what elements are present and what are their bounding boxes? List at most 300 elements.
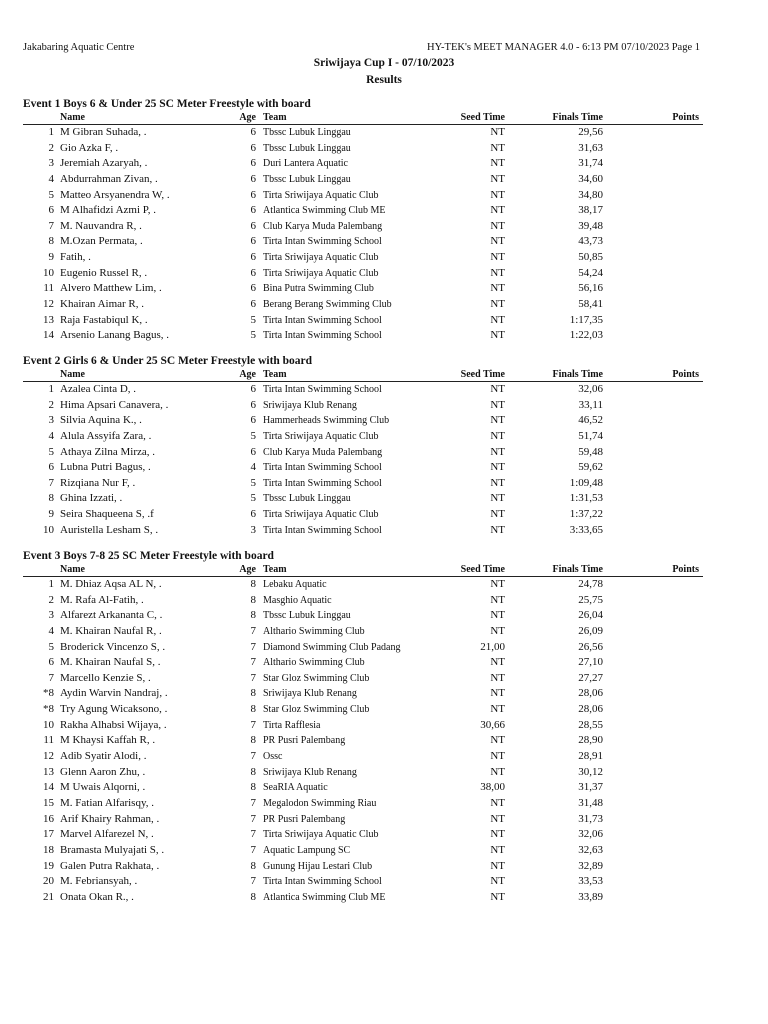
- place-cell: 4: [48, 624, 54, 637]
- seed-time-cell: 38,00: [480, 781, 505, 794]
- finals-time-cell: 31,74: [578, 157, 603, 170]
- finals-time-cell: 28,55: [578, 718, 603, 731]
- column-finals-header: Finals Time: [552, 112, 603, 123]
- team-cell: Tirta Sriwijaya Aquatic Club: [263, 189, 379, 201]
- team-cell: Star Gloz Swimming Club: [263, 672, 370, 684]
- column-header-row: [23, 369, 703, 382]
- swimmer-name-cell: M.Ozan Permata, .: [60, 235, 143, 248]
- seed-time-cell: NT: [490, 188, 505, 201]
- seed-time-cell: NT: [490, 219, 505, 232]
- swimmer-name-cell: Onata Okan R., .: [60, 890, 134, 903]
- result-row: [23, 313, 703, 329]
- seed-time-cell: NT: [490, 429, 505, 442]
- place-cell: *8: [43, 703, 54, 716]
- result-row: [23, 780, 703, 796]
- team-cell: Althario Swimming Club: [263, 625, 365, 637]
- seed-time-cell: NT: [490, 812, 505, 825]
- age-cell: 7: [250, 875, 256, 888]
- team-cell: Tbssc Lubuk Linggau: [263, 610, 351, 622]
- swimmer-name-cell: Eugenio Russel R, .: [60, 266, 148, 279]
- age-cell: 6: [250, 157, 256, 170]
- finals-time-cell: 54,24: [578, 266, 603, 279]
- age-cell: 5: [250, 313, 256, 326]
- swimmer-name-cell: Glenn Aaron Zhu, .: [60, 765, 146, 778]
- seed-time-cell: NT: [490, 398, 505, 411]
- swimmer-name-cell: Seira Shaqueena S, .f: [60, 508, 154, 521]
- result-row: [23, 445, 703, 461]
- result-row: [23, 250, 703, 266]
- result-row: [23, 608, 703, 624]
- age-cell: 6: [250, 398, 256, 411]
- age-cell: 6: [250, 266, 256, 279]
- team-cell: Tirta Sriwijaya Aquatic Club: [263, 829, 379, 841]
- finals-time-cell: 33,53: [578, 875, 603, 888]
- team-cell: Sriwijaya Klub Renang: [263, 399, 357, 411]
- result-row: [23, 297, 703, 313]
- seed-time-cell: NT: [490, 734, 505, 747]
- team-cell: Tbssc Lubuk Linggau: [263, 142, 351, 154]
- age-cell: 8: [250, 578, 256, 590]
- seed-time-cell: NT: [490, 671, 505, 684]
- seed-time-cell: NT: [490, 765, 505, 778]
- finals-time-cell: 50,85: [578, 251, 603, 264]
- age-cell: 7: [250, 843, 256, 856]
- finals-time-cell: 25,75: [578, 593, 603, 606]
- finals-time-cell: 31,37: [578, 781, 603, 794]
- finals-time-cell: 33,11: [578, 398, 603, 411]
- result-row: [23, 125, 703, 141]
- seed-time-cell: NT: [490, 235, 505, 248]
- team-cell: Tirta Intan Swimming School: [263, 236, 382, 248]
- event-section: [23, 354, 703, 538]
- result-row: [23, 796, 703, 812]
- seed-time-cell: NT: [490, 890, 505, 903]
- team-cell: Aquatic Lampung SC: [263, 844, 351, 856]
- column-team-header: Team: [263, 369, 287, 380]
- result-row: [23, 859, 703, 875]
- seed-time-cell: NT: [490, 445, 505, 458]
- column-age-header: Age: [239, 564, 256, 575]
- seed-time-cell: NT: [490, 656, 505, 669]
- finals-time-cell: 31,73: [578, 812, 603, 825]
- result-row: [23, 640, 703, 656]
- place-cell: 12: [43, 750, 54, 763]
- column-finals-header: Finals Time: [552, 564, 603, 575]
- results-subtitle: Results: [366, 74, 402, 86]
- seed-time-cell: NT: [490, 329, 505, 342]
- finals-time-cell: 31,48: [578, 796, 603, 809]
- seed-time-cell: NT: [490, 266, 505, 279]
- place-cell: 6: [48, 204, 54, 217]
- finals-time-cell: 27,27: [578, 671, 603, 684]
- team-cell: Sriwijaya Klub Renang: [263, 688, 357, 700]
- swimmer-name-cell: M. Nauvandra R, .: [60, 219, 142, 232]
- finals-time-cell: 58,41: [578, 298, 603, 311]
- result-row: [23, 733, 703, 749]
- swimmer-name-cell: Galen Putra Rakhata, .: [60, 859, 160, 872]
- swimmer-name-cell: Bramasta Mulyajati S, .: [60, 843, 165, 856]
- place-cell: 8: [48, 235, 54, 248]
- column-age-header: Age: [239, 369, 256, 380]
- swimmer-name-cell: Lubna Putri Bagus, .: [60, 461, 151, 474]
- result-row: [23, 172, 703, 188]
- swimmer-name-cell: Arif Khairy Rahman, .: [60, 812, 160, 825]
- place-cell: 3: [48, 414, 54, 427]
- result-row: [23, 749, 703, 765]
- seed-time-cell: NT: [490, 461, 505, 474]
- seed-time-cell: NT: [490, 313, 505, 326]
- team-cell: Club Karya Muda Palembang: [263, 220, 383, 232]
- swimmer-name-cell: M. Dhiaz Aqsa AL N, .: [60, 578, 162, 590]
- place-cell: 18: [43, 843, 54, 856]
- finals-time-cell: 26,56: [578, 640, 603, 653]
- column-header-row: [23, 112, 703, 125]
- swimmer-name-cell: Athaya Zilna Mirza, .: [60, 445, 155, 458]
- result-row: [23, 702, 703, 718]
- place-cell: 5: [48, 445, 54, 458]
- place-cell: 4: [48, 172, 54, 185]
- finals-time-cell: 27,10: [578, 656, 603, 669]
- team-cell: Masghio Aquatic: [263, 594, 332, 606]
- age-cell: 7: [250, 624, 256, 637]
- result-row: [23, 203, 703, 219]
- age-cell: 6: [250, 219, 256, 232]
- result-row: [23, 476, 703, 492]
- result-row: [23, 686, 703, 702]
- swimmer-name-cell: M. Khairan Naufal R, .: [60, 624, 162, 637]
- age-cell: 6: [250, 204, 256, 217]
- swimmer-name-cell: Silvia Aquina K., .: [60, 414, 142, 427]
- seed-time-cell: NT: [490, 687, 505, 700]
- result-row: [23, 671, 703, 687]
- swimmer-name-cell: M. Febriansyah, .: [60, 875, 138, 888]
- team-cell: PR Pusri Palembang: [263, 735, 346, 747]
- place-cell: 11: [43, 282, 54, 295]
- seed-time-cell: NT: [490, 204, 505, 217]
- swimmer-name-cell: M. Khairan Naufal S, .: [60, 656, 161, 669]
- finals-time-cell: 1:22,03: [569, 329, 603, 342]
- place-cell: 2: [48, 141, 54, 154]
- team-cell: Berang Berang Swimming Club: [263, 299, 392, 311]
- age-cell: 7: [250, 828, 256, 841]
- age-cell: 6: [250, 508, 256, 521]
- place-cell: *8: [43, 687, 54, 700]
- team-cell: Tirta Intan Swimming School: [263, 330, 382, 342]
- result-row: [23, 507, 703, 523]
- finals-time-cell: 24,78: [578, 578, 603, 590]
- seed-time-cell: NT: [490, 383, 505, 395]
- team-cell: Tirta Rafflesia: [263, 719, 321, 731]
- team-cell: Tirta Sriwijaya Aquatic Club: [263, 509, 379, 521]
- swimmer-name-cell: Rizqiana Nur F, .: [60, 476, 136, 489]
- team-cell: Lebaku Aquatic: [263, 579, 327, 590]
- seed-time-cell: NT: [490, 875, 505, 888]
- finals-time-cell: 3:33,65: [569, 523, 603, 536]
- age-cell: 5: [250, 492, 256, 505]
- age-cell: 6: [250, 188, 256, 201]
- seed-time-cell: 30,66: [480, 718, 505, 731]
- finals-time-cell: 26,09: [578, 624, 603, 637]
- team-cell: Sriwijaya Klub Renang: [263, 766, 357, 778]
- seed-time-cell: NT: [490, 624, 505, 637]
- column-seed-header: Seed Time: [460, 369, 505, 380]
- age-cell: 6: [250, 282, 256, 295]
- finals-time-cell: 32,06: [578, 828, 603, 841]
- column-seed-header: Seed Time: [460, 564, 505, 575]
- seed-time-cell: NT: [490, 157, 505, 170]
- column-points-header: Points: [672, 369, 699, 380]
- place-cell: 2: [48, 593, 54, 606]
- team-cell: Tirta Sriwijaya Aquatic Club: [263, 430, 379, 442]
- result-row: [23, 460, 703, 476]
- seed-time-cell: NT: [490, 593, 505, 606]
- column-name-header: Name: [60, 112, 85, 123]
- place-cell: 9: [48, 251, 54, 264]
- seed-time-cell: NT: [490, 282, 505, 295]
- place-cell: 10: [43, 266, 54, 279]
- age-cell: 6: [250, 172, 256, 185]
- swimmer-name-cell: Arsenio Lanang Bagus, .: [60, 329, 170, 342]
- age-cell: 8: [250, 687, 256, 700]
- finals-time-cell: 30,12: [578, 765, 603, 778]
- age-cell: 8: [250, 765, 256, 778]
- place-cell: 15: [43, 796, 54, 809]
- swimmer-name-cell: Auristella Lesham S, .: [60, 523, 159, 536]
- result-row: [23, 718, 703, 734]
- place-cell: 10: [43, 718, 54, 731]
- team-cell: Tbssc Lubuk Linggau: [263, 127, 351, 138]
- finals-time-cell: 26,04: [578, 609, 603, 622]
- team-cell: Atlantica Swimming Club ME: [263, 891, 386, 903]
- finals-time-cell: 32,06: [578, 383, 603, 395]
- seed-time-cell: NT: [490, 492, 505, 505]
- seed-time-cell: 21,00: [480, 640, 505, 653]
- result-row: [23, 827, 703, 843]
- finals-time-cell: 59,62: [578, 461, 603, 474]
- swimmer-name-cell: Ghina Izzati, .: [60, 492, 123, 505]
- column-finals-header: Finals Time: [552, 369, 603, 380]
- team-cell: Tbssc Lubuk Linggau: [263, 493, 351, 505]
- column-header-row: [23, 564, 703, 577]
- result-row: [23, 382, 703, 398]
- result-row: [23, 188, 703, 204]
- place-cell: 17: [43, 828, 54, 841]
- swimmer-name-cell: Khairan Aimar R, .: [60, 298, 145, 311]
- column-name-header: Name: [60, 369, 85, 380]
- place-cell: 6: [48, 461, 54, 474]
- column-points-header: Points: [672, 112, 699, 123]
- age-cell: 6: [250, 298, 256, 311]
- result-row: [23, 219, 703, 235]
- result-row: [23, 266, 703, 282]
- seed-time-cell: NT: [490, 703, 505, 716]
- team-cell: Tirta Sriwijaya Aquatic Club: [263, 252, 379, 264]
- place-cell: 7: [48, 476, 54, 489]
- seed-time-cell: NT: [490, 172, 505, 185]
- swimmer-name-cell: Fatih, .: [60, 251, 91, 264]
- seed-time-cell: NT: [490, 508, 505, 521]
- place-cell: 5: [48, 640, 54, 653]
- place-cell: 16: [43, 812, 54, 825]
- result-row: [23, 812, 703, 828]
- age-cell: 8: [250, 859, 256, 872]
- finals-time-cell: 29,56: [578, 126, 603, 138]
- place-cell: 1: [48, 126, 54, 138]
- finals-time-cell: 34,80: [578, 188, 603, 201]
- age-cell: 5: [250, 329, 256, 342]
- swimmer-name-cell: Alula Assyifa Zara, .: [60, 429, 152, 442]
- age-cell: 6: [250, 141, 256, 154]
- seed-time-cell: NT: [490, 843, 505, 856]
- swimmer-name-cell: Marcello Kenzie S, .: [60, 671, 151, 684]
- finals-time-cell: 51,74: [578, 429, 603, 442]
- finals-time-cell: 56,16: [578, 282, 603, 295]
- seed-time-cell: NT: [490, 578, 505, 590]
- age-cell: 3: [250, 523, 256, 536]
- age-cell: 6: [250, 445, 256, 458]
- place-cell: 7: [48, 671, 54, 684]
- finals-time-cell: 32,89: [578, 859, 603, 872]
- place-cell: 20: [43, 875, 54, 888]
- result-row: [23, 843, 703, 859]
- team-cell: Ossc: [263, 751, 283, 763]
- finals-time-cell: 28,06: [578, 687, 603, 700]
- place-cell: 14: [43, 781, 54, 794]
- finals-time-cell: 33,89: [578, 890, 603, 903]
- team-cell: Tirta Intan Swimming School: [263, 314, 382, 326]
- age-cell: 7: [250, 718, 256, 731]
- age-cell: 5: [250, 476, 256, 489]
- seed-time-cell: NT: [490, 609, 505, 622]
- swimmer-name-cell: M Khaysi Kaffah R, .: [60, 734, 156, 747]
- place-cell: 3: [48, 609, 54, 622]
- finals-time-cell: 1:37,22: [569, 508, 603, 521]
- meet-title: Sriwijaya Cup I - 07/10/2023: [313, 57, 455, 69]
- swimmer-name-cell: Alvero Matthew Lim, .: [60, 282, 162, 295]
- age-cell: 4: [250, 461, 256, 474]
- result-row: [23, 413, 703, 429]
- place-cell: 1: [48, 578, 54, 590]
- age-cell: 6: [250, 235, 256, 248]
- result-row: [23, 523, 703, 539]
- result-row: [23, 156, 703, 172]
- age-cell: 8: [250, 609, 256, 622]
- swimmer-name-cell: Hima Apsari Canavera, .: [60, 398, 169, 411]
- team-cell: Tbssc Lubuk Linggau: [263, 173, 351, 185]
- event-section: [23, 549, 703, 905]
- seed-time-cell: NT: [490, 298, 505, 311]
- age-cell: 7: [250, 796, 256, 809]
- venue-name: Jakabaring Aquatic Centre: [23, 42, 135, 53]
- team-cell: Duri Lantera Aquatic: [263, 158, 348, 170]
- finals-time-cell: 28,90: [578, 734, 603, 747]
- place-cell: 14: [43, 329, 54, 342]
- age-cell: 6: [250, 126, 256, 138]
- place-cell: 5: [48, 188, 54, 201]
- finals-time-cell: 59,48: [578, 445, 603, 458]
- place-cell: 1: [48, 383, 54, 395]
- seed-time-cell: NT: [490, 828, 505, 841]
- swimmer-name-cell: Try Agung Wicaksono, .: [60, 703, 168, 716]
- finals-time-cell: 1:17,35: [569, 313, 603, 326]
- age-cell: 8: [250, 781, 256, 794]
- age-cell: 6: [250, 414, 256, 427]
- place-cell: 12: [43, 298, 54, 311]
- finals-time-cell: 46,52: [578, 414, 603, 427]
- place-cell: 21: [43, 890, 54, 903]
- team-cell: Megalodon Swimming Riau: [263, 797, 377, 809]
- team-cell: Gunung Hijau Lestari Club: [263, 860, 373, 872]
- place-cell: 9: [48, 508, 54, 521]
- result-row: [23, 593, 703, 609]
- result-row: [23, 281, 703, 297]
- swimmer-name-cell: M. Rafa Al-Fatih, .: [60, 593, 144, 606]
- place-cell: 7: [48, 219, 54, 232]
- result-row: [23, 874, 703, 890]
- seed-time-cell: NT: [490, 251, 505, 264]
- event-section: [23, 97, 703, 344]
- team-cell: Diamond Swimming Club Padang: [263, 641, 401, 653]
- swimmer-name-cell: Abdurrahman Zivan, .: [60, 172, 158, 185]
- swimmer-name-cell: M Uwais Alqorni, .: [60, 781, 146, 794]
- swimmer-name-cell: Jeremiah Azaryah, .: [60, 157, 148, 170]
- result-row: [23, 765, 703, 781]
- age-cell: 6: [250, 383, 256, 395]
- team-cell: Tirta Intan Swimming School: [263, 876, 382, 888]
- finals-time-cell: 31,63: [578, 141, 603, 154]
- seed-time-cell: NT: [490, 476, 505, 489]
- age-cell: 8: [250, 703, 256, 716]
- result-row: [23, 491, 703, 507]
- software-info: HY-TEK's MEET MANAGER 4.0 - 6:13 PM 07/10/2023 Page 1: [427, 42, 700, 53]
- finals-time-cell: 28,91: [578, 750, 603, 763]
- swimmer-name-cell: Marvel Alfarezel N, .: [60, 828, 154, 841]
- result-row: [23, 655, 703, 671]
- age-cell: 8: [250, 734, 256, 747]
- swimmer-name-cell: Alfarezt Arkananta C, .: [60, 609, 163, 622]
- result-row: [23, 398, 703, 414]
- seed-time-cell: NT: [490, 414, 505, 427]
- swimmer-name-cell: Rakha Alhabsi Wijaya, .: [60, 718, 167, 731]
- seed-time-cell: NT: [490, 141, 505, 154]
- swimmer-name-cell: Adib Syatir Alodi, .: [60, 750, 147, 763]
- age-cell: 7: [250, 750, 256, 763]
- place-cell: 13: [43, 765, 54, 778]
- age-cell: 8: [250, 890, 256, 903]
- team-cell: Althario Swimming Club: [263, 657, 365, 669]
- finals-time-cell: 1:09,48: [569, 476, 603, 489]
- column-team-header: Team: [263, 564, 287, 575]
- place-cell: 10: [43, 523, 54, 536]
- team-cell: PR Pusri Palembang: [263, 813, 346, 825]
- finals-time-cell: 28,06: [578, 703, 603, 716]
- result-row: [23, 577, 703, 593]
- team-cell: Tirta Intan Swimming School: [263, 524, 382, 536]
- swimmer-name-cell: M Alhafidzi Azmi P, .: [60, 204, 156, 217]
- place-cell: 4: [48, 429, 54, 442]
- place-cell: 11: [43, 734, 54, 747]
- seed-time-cell: NT: [490, 796, 505, 809]
- place-cell: 2: [48, 398, 54, 411]
- finals-time-cell: 32,63: [578, 843, 603, 856]
- result-row: [23, 890, 703, 906]
- team-cell: SeaRIA Aquatic: [263, 782, 328, 794]
- event-title: Event 1 Boys 6 & Under 25 SC Meter Freestyle with board: [23, 98, 311, 110]
- place-cell: 19: [43, 859, 54, 872]
- result-row: [23, 624, 703, 640]
- swimmer-name-cell: Azalea Cinta D, .: [60, 383, 137, 395]
- result-row: [23, 141, 703, 157]
